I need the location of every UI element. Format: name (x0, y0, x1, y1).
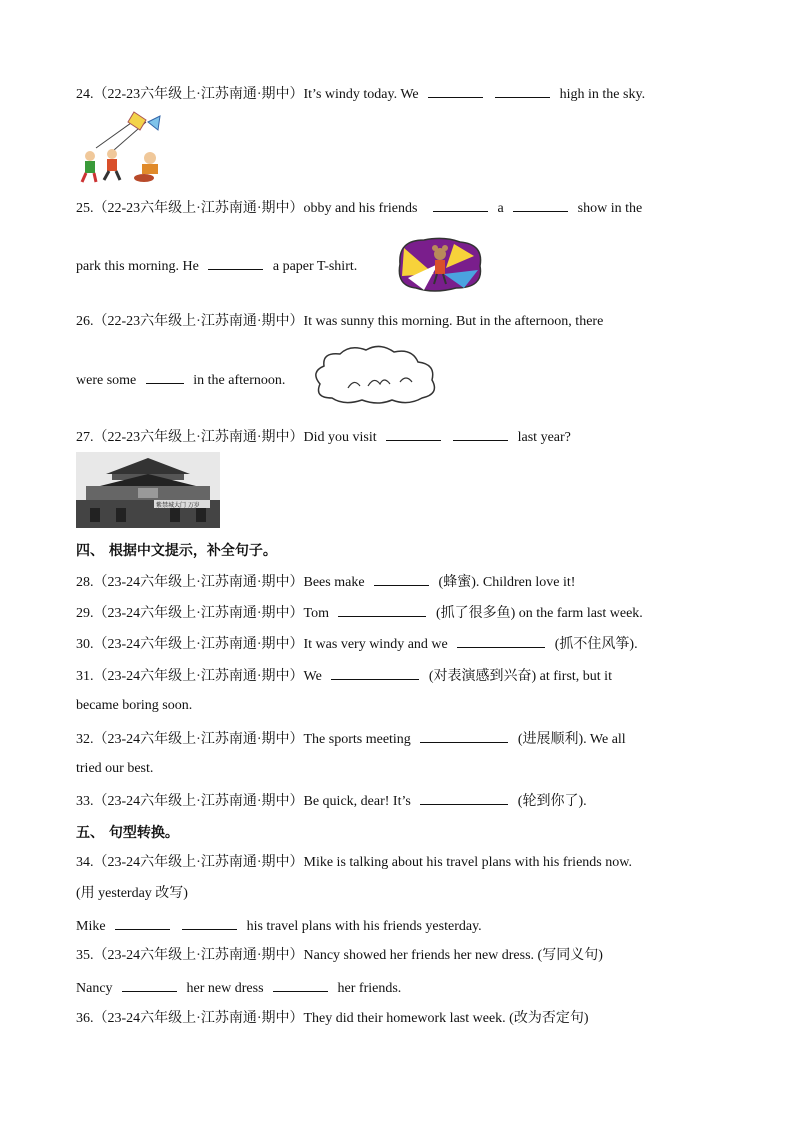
q35-line-1: 35.（23-24六年级上·江苏南通·期中）Nancy showed her friends her new dress. (写同义句) (76, 948, 603, 963)
q33-line: 33.（23-24六年级上·江苏南通·期中）Be quick, dear! It’s (轮到你了). (76, 791, 587, 811)
q31-blank[interactable] (331, 666, 419, 680)
q30-blank[interactable] (457, 634, 545, 648)
q26-blank-1[interactable] (146, 370, 184, 384)
q35-blank-1[interactable] (122, 978, 177, 992)
q28-line: 28.（23-24六年级上·江苏南通·期中）Bees make (蜂蜜). Children love it! (76, 572, 575, 592)
q27-line: 27.（22-23六年级上·江苏南通·期中）Did you visit last year? (76, 427, 571, 447)
q31-line-2: became boring soon. (76, 698, 193, 713)
kite-children-illustration (76, 108, 168, 184)
q34-line-3: Mike his travel plans with his friends yesterday. (76, 916, 482, 936)
q36-line: 36.（23-24六年级上·江苏南通·期中）They did their homework last week. (改为否定句) (76, 1011, 589, 1026)
q24-blank-1[interactable] (428, 84, 483, 98)
q32-line-2: tried our best. (76, 761, 154, 776)
q34-line-2: (用 yesterday 改写) (76, 886, 188, 901)
q31-line-1: 31.（23-24六年级上·江苏南通·期中）We (对表演感到兴奋) at first, but it (76, 666, 612, 686)
section-4-heading: 四、 根据中文提示，补全句子。 (76, 543, 277, 559)
q25-blank-1[interactable] (433, 198, 488, 212)
q25-blank-3[interactable] (208, 256, 263, 270)
q32-blank[interactable] (420, 729, 508, 743)
q26-line-2: were some in the afternoon. (76, 370, 285, 390)
q28-blank[interactable] (374, 572, 429, 586)
q35-blank-2[interactable] (273, 978, 328, 992)
q33-blank[interactable] (420, 791, 508, 805)
section-5-heading: 五、 句型转换。 (76, 825, 179, 841)
q24-line: 24.（22-23六年级上·江苏南通·期中）It’s windy today. We high in the sky. (76, 84, 645, 104)
mouse-show-illustration (394, 234, 486, 294)
q25-line-2: park this morning. He a paper T-shirt. (76, 256, 357, 276)
gate-banner-text: 紫禁城大门 万岁 (156, 502, 200, 509)
q25-line-1: 25.（22-23六年级上·江苏南通·期中）obby and his friends a show in the (76, 198, 642, 218)
q32-line-1: 32.（23-24六年级上·江苏南通·期中）The sports meeting (进展顺利). We all (76, 729, 626, 749)
q26-line-1: 26.（22-23六年级上·江苏南通·期中）It was sunny this morning. But in the afternoon, there (76, 314, 604, 329)
q30-line: 30.（23-24六年级上·江苏南通·期中）It was very windy and we (抓不住风筝). (76, 634, 638, 654)
q34-blank-1[interactable] (115, 916, 170, 930)
q27-blank-1[interactable] (386, 427, 441, 441)
q24-blank-2[interactable] (495, 84, 550, 98)
cloud-illustration (308, 342, 442, 406)
q34-blank-2[interactable] (182, 916, 237, 930)
q35-line-2: Nancy her new dress her friends. (76, 978, 401, 998)
q25-blank-2[interactable] (513, 198, 568, 212)
q27-blank-2[interactable] (453, 427, 508, 441)
q29-line: 29.（23-24六年级上·江苏南通·期中）Tom (抓了很多鱼) on the farm last week. (76, 603, 643, 623)
q34-line-1: 34.（23-24六年级上·江苏南通·期中）Mike is talking about his travel plans with his friends now. (76, 855, 632, 870)
tiananmen-illustration (76, 452, 220, 528)
q29-blank[interactable] (338, 603, 426, 617)
